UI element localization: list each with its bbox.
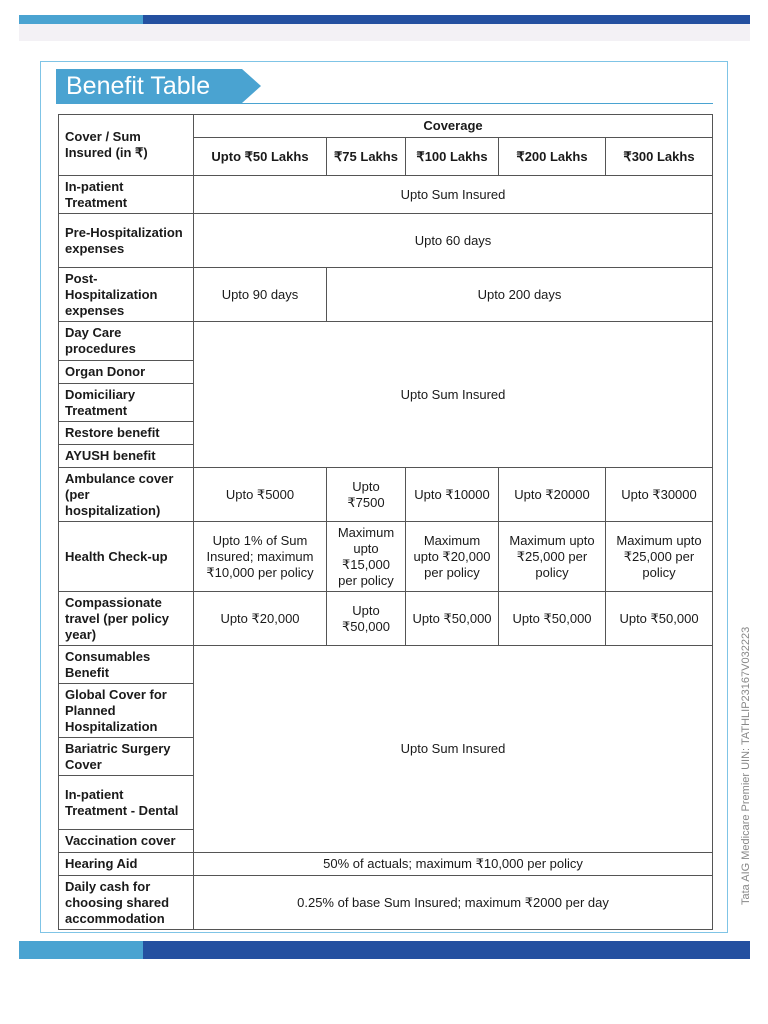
row-label: Domiciliary Treatment <box>59 384 194 422</box>
table-header-row <box>59 115 713 138</box>
col-header-50: Upto ₹50 Lakhs <box>194 138 327 176</box>
row-value: 50% of actuals; maximum ₹10,000 per policy <box>194 853 713 876</box>
row-label: Consumables Benefit <box>59 646 194 684</box>
row-label: Health Check-up <box>59 522 194 592</box>
row-label: In-patient Treatment <box>59 176 194 214</box>
row-value: Maximum upto ₹15,000 per policy <box>327 522 406 592</box>
row-value: Maximum upto ₹25,000 per policy <box>499 522 606 592</box>
row-label: Daily cash for choosing shared accommodation <box>59 876 194 930</box>
title-arrow <box>242 69 261 103</box>
coverage-header: Coverage <box>194 115 713 138</box>
row-label: AYUSH benefit <box>59 445 194 468</box>
table-row <box>59 592 713 646</box>
row-value: 0.25% of base Sum Insured; maximum ₹2000 per day <box>194 876 713 930</box>
row-value: Upto ₹20000 <box>499 468 606 522</box>
row-value: Upto 90 days <box>194 268 327 322</box>
bottom-color-bar <box>19 941 750 959</box>
row-value: Upto Sum Insured <box>194 176 713 214</box>
row-value: Upto 200 days <box>327 268 713 322</box>
row-label: Bariatric Surgery Cover <box>59 738 194 776</box>
table-row <box>59 176 713 214</box>
col-header-75: ₹75 Lakhs <box>327 138 406 176</box>
row-label: Ambulance cover (per hospitalization) <box>59 468 194 522</box>
row-value: Upto ₹50,000 <box>327 592 406 646</box>
table-row <box>59 876 713 930</box>
table-row <box>59 646 713 684</box>
benefit-table <box>58 114 713 930</box>
table-row <box>59 468 713 522</box>
row-value: Upto Sum Insured <box>194 646 713 853</box>
row-value: Upto ₹50,000 <box>499 592 606 646</box>
table-row <box>59 322 713 361</box>
row-value: Upto ₹20,000 <box>194 592 327 646</box>
corner-label: Cover / Sum Insured (in ₹) <box>59 115 194 176</box>
row-value: Upto 1% of Sum Insured; maximum ₹10,000 per policy <box>194 522 327 592</box>
uin-side-note: Tata AIG Medicare Premier UIN: TATHLIP23167V032223 <box>740 626 752 905</box>
row-value: Upto 60 days <box>194 214 713 268</box>
row-label: Global Cover for Planned Hospitalization <box>59 684 194 738</box>
row-value: Upto Sum Insured <box>194 322 713 468</box>
col-header-100: ₹100 Lakhs <box>406 138 499 176</box>
table-row <box>59 214 713 268</box>
col-header-200: ₹200 Lakhs <box>499 138 606 176</box>
row-value: Upto ₹5000 <box>194 468 327 522</box>
table-row <box>59 522 713 592</box>
row-label: Restore benefit <box>59 422 194 445</box>
table-row <box>59 853 713 876</box>
row-value: Upto ₹30000 <box>606 468 713 522</box>
row-label: Post-Hospitalization expenses <box>59 268 194 322</box>
row-label: In-patient Treatment - Dental <box>59 776 194 830</box>
row-value: Upto ₹50,000 <box>406 592 499 646</box>
table-row <box>59 268 713 322</box>
row-label: Vaccination cover <box>59 830 194 853</box>
top-strip <box>19 24 750 41</box>
row-label: Organ Donor <box>59 361 194 384</box>
row-label: Day Care procedures <box>59 322 194 361</box>
row-value: Upto ₹10000 <box>406 468 499 522</box>
row-value: Upto ₹50,000 <box>606 592 713 646</box>
row-value: Upto ₹7500 <box>327 468 406 522</box>
top-color-bar <box>19 15 750 24</box>
row-value: Maximum upto ₹25,000 per policy <box>606 522 713 592</box>
row-label: Pre-Hospitalization expenses <box>59 214 194 268</box>
row-value: Maximum upto ₹20,000 per policy <box>406 522 499 592</box>
row-label: Hearing Aid <box>59 853 194 876</box>
page-title: Benefit Table <box>56 69 242 103</box>
col-header-300: ₹300 Lakhs <box>606 138 713 176</box>
title-underline <box>56 103 713 104</box>
row-label: Compassionate travel (per policy year) <box>59 592 194 646</box>
